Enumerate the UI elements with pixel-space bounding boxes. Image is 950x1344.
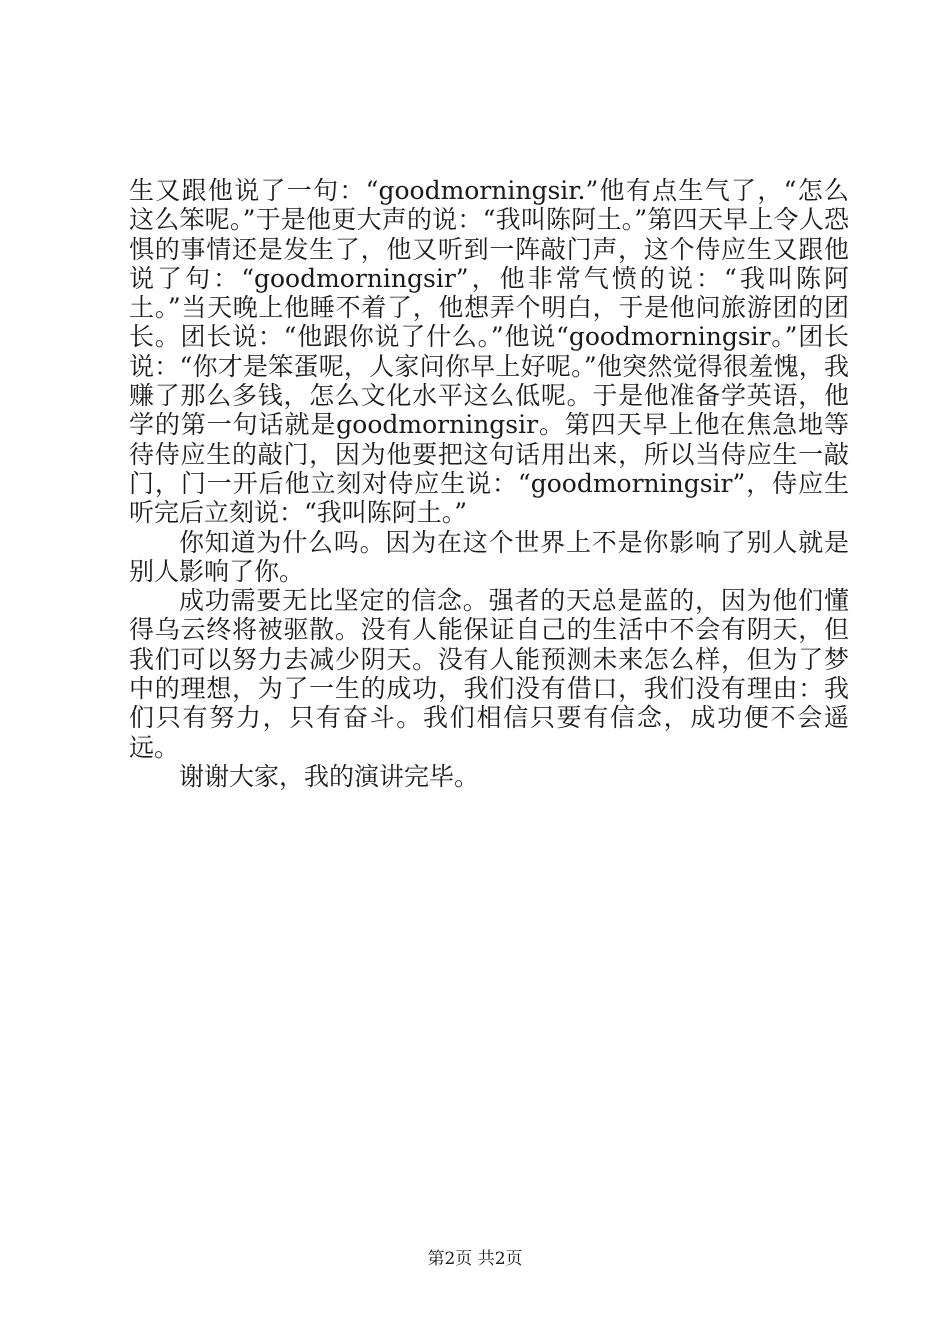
paragraph-belief: 成功需要无比坚定的信念。强者的天总是蓝的，因为他们懂得乌云终将被驱散。没有人能保证自己的生活中不会有阴天，但我们可以努力去减少阴天。没有人能预测未来怎么样，但为了梦中的理想，为了一生的成功，我们没有借口，我们没有理由：我们只有努力，只有奋斗。我们相信只要有信念，成功便不会遥远。 bbox=[129, 586, 849, 762]
paragraph-story: 生又跟他说了一句：“goodmorningsir.”他有点生气了，“怎么这么笨呢。”于是他更大声的说：“我叫陈阿土。”第四天早上令人恐惧的事情还是发生了，他又听到一阵敲门声，这个侍应生又跟他说了句：“goodmorningsir”，他非常气愤的说：“我叫陈阿土。”当天晚上他睡不着了，他想弄个明白，于是他问旅游团的团长。团长说：“他跟你说了什么。”他说“goodmorningsir。”团长说：“你才是笨蛋呢，人家问你早上好呢。”他突然觉得很羞愧，我赚了那么多钱，怎么文化水平这么低呢。于是他准备学英语，他学的第一句话就是goodmorningsir。第四天早上他在焦急地等待侍应生的敲门，因为他要把这句话用出来，所以当侍应生一敲门，门一开后他立刻对侍应生说：“goodmorningsir”，侍应生听完后立刻说：“我叫陈阿土。” bbox=[129, 176, 849, 528]
paragraph-closing: 谢谢大家，我的演讲完毕。 bbox=[179, 761, 480, 791]
document-body bbox=[129, 176, 849, 791]
page-footer: 第2页 共2页 bbox=[427, 1249, 523, 1269]
paragraph-question: 你知道为什么吗。因为在这个世界上不是你影响了别人就是别人影响了你。 bbox=[129, 527, 849, 586]
